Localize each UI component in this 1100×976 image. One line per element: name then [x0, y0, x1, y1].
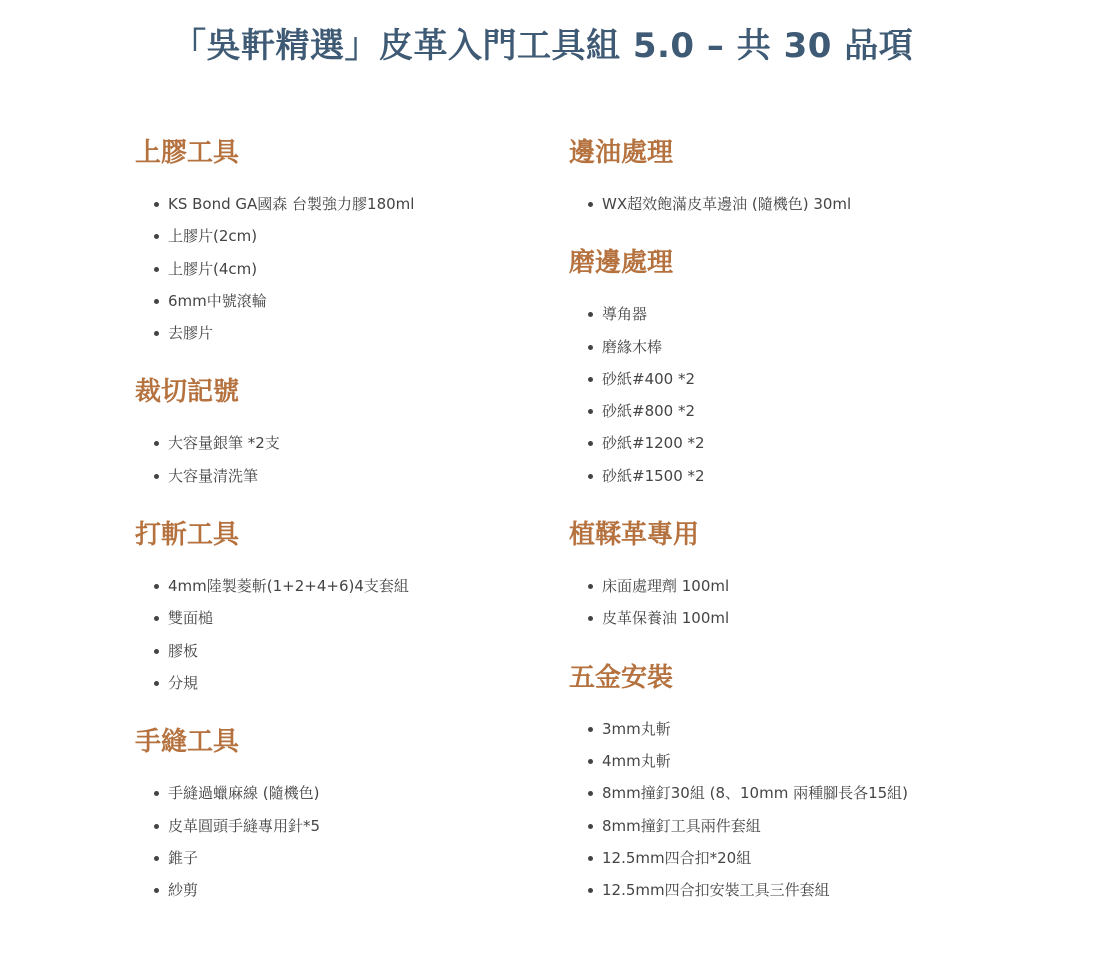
list-item [135, 188, 535, 220]
list-item [135, 777, 535, 809]
list-item [135, 460, 535, 492]
section-hand-stitching [135, 717, 535, 906]
section-punching [135, 510, 535, 699]
item-list [569, 298, 1049, 492]
list-item [135, 253, 535, 285]
list-item [135, 667, 535, 699]
bullet-icon [154, 299, 159, 304]
item-label: 雙面槌 [168, 609, 214, 628]
bullet-icon [588, 727, 593, 732]
section-title: 五金安裝 [569, 662, 674, 693]
bullet-icon [588, 441, 593, 446]
item-label: 12.5mm四合扣安裝工具三件套組 [602, 881, 830, 900]
list-item [569, 427, 1049, 459]
section-title: 裁切記號 [135, 377, 240, 408]
section-edge-sanding [569, 238, 1049, 492]
left-column [135, 128, 535, 906]
item-label: 4mm陸製菱斬(1+2+4+6)4支套組 [168, 577, 409, 596]
list-item [135, 874, 535, 906]
item-label: 紗剪 [168, 881, 199, 900]
item-label: 大容量清洗筆 [168, 466, 259, 485]
section-edge-oil [569, 128, 1049, 220]
list-item [135, 842, 535, 874]
list-item [569, 602, 1049, 634]
item-list [569, 570, 1049, 635]
item-label: KS Bond GA國森 台製強力膠180ml [168, 195, 415, 213]
bullet-icon [154, 267, 159, 272]
section-spacer [135, 349, 535, 367]
section-title: 手縫工具 [135, 727, 240, 758]
list-item [569, 777, 1049, 809]
bullet-icon [588, 759, 593, 764]
bullet-icon [154, 202, 159, 207]
list-item [135, 635, 535, 667]
section-spacer [569, 492, 1049, 510]
bullet-icon [154, 856, 159, 861]
list-item [569, 874, 1049, 906]
bullet-icon [154, 616, 159, 621]
bullet-icon [588, 474, 593, 479]
bullet-icon [588, 824, 593, 829]
list-item [569, 713, 1049, 745]
item-label: 大容量銀筆 *2支 [168, 434, 280, 453]
bullet-icon [154, 584, 159, 589]
section-gluing [135, 128, 535, 349]
item-list [569, 713, 1049, 907]
list-item [135, 602, 535, 634]
item-label: 手縫過蠟麻線 (隨機色) [168, 784, 320, 803]
bullet-icon [588, 791, 593, 796]
section-veg-tan [569, 510, 1049, 635]
bullet-icon [588, 888, 593, 893]
bullet-icon [154, 234, 159, 239]
bullet-icon [588, 202, 593, 207]
item-label: 砂紙#1500 *2 [602, 466, 705, 485]
item-label: 皮革圓頭手縫專用針*5 [168, 816, 321, 835]
bullet-icon [588, 856, 593, 861]
item-label: 3mm丸斬 [602, 719, 671, 738]
list-item [569, 395, 1049, 427]
item-label: 砂紙#800 *2 [602, 402, 696, 421]
item-label: 8mm撞釘工具兩件套組 [602, 816, 761, 835]
item-list [135, 188, 535, 349]
bullet-icon [154, 681, 159, 686]
item-label: WX超效飽滿皮革邊油 (隨機色) 30ml [602, 195, 852, 213]
section-cutting-marking [135, 367, 535, 492]
item-list [569, 188, 1049, 220]
bullet-icon [154, 888, 159, 893]
list-item [569, 331, 1049, 363]
item-label: 砂紙#1200 *2 [602, 434, 705, 453]
list-item [569, 363, 1049, 395]
item-label: 床面處理劑 100ml [602, 577, 730, 596]
page-title: 「吳軒精選」皮革入門工具組 5.0 – 共 30 品項 [172, 26, 914, 66]
item-label: 4mm丸斬 [602, 751, 671, 770]
section-title: 磨邊處理 [569, 248, 674, 279]
section-title: 植鞣革專用 [569, 520, 700, 551]
list-item [135, 285, 535, 317]
item-label: 導角器 [602, 305, 648, 324]
bullet-icon [588, 312, 593, 317]
list-item [569, 745, 1049, 777]
item-label: 6mm中號滾輪 [168, 291, 267, 310]
item-label: 皮革保養油 100ml [602, 609, 730, 628]
bullet-icon [154, 474, 159, 479]
item-list [135, 777, 535, 906]
bullet-icon [588, 345, 593, 350]
list-item [569, 460, 1049, 492]
bullet-icon [154, 824, 159, 829]
list-item [569, 842, 1049, 874]
section-hardware [569, 653, 1049, 907]
list-item [135, 570, 535, 602]
item-list [135, 427, 535, 492]
section-spacer [569, 635, 1049, 653]
list-item [135, 427, 535, 459]
bullet-icon [588, 409, 593, 414]
section-title: 上膠工具 [135, 138, 240, 168]
list-item [569, 810, 1049, 842]
list-item [135, 810, 535, 842]
item-label: 上膠片(4cm) [168, 259, 258, 278]
bullet-icon [154, 441, 159, 446]
item-label: 12.5mm四合扣*20組 [602, 848, 752, 867]
item-label: 磨緣木棒 [602, 337, 663, 356]
section-spacer [135, 492, 535, 510]
bullet-icon [154, 331, 159, 336]
list-item [569, 298, 1049, 330]
item-label: 去膠片 [168, 324, 214, 343]
bullet-icon [588, 616, 593, 621]
section-spacer [135, 699, 535, 717]
list-item [135, 220, 535, 252]
section-title: 打斬工具 [135, 520, 240, 551]
item-label: 分規 [168, 673, 199, 692]
right-column [569, 128, 1049, 906]
item-label: 上膠片(2cm) [168, 227, 258, 246]
list-item [135, 317, 535, 349]
section-spacer [569, 220, 1049, 238]
item-label: 錐子 [168, 848, 199, 867]
item-label: 膠板 [168, 641, 199, 660]
bullet-icon [588, 584, 593, 589]
item-label: 8mm撞釘30組 (8、10mm 兩種腳長各15組) [602, 784, 909, 803]
bullet-icon [154, 649, 159, 654]
list-item [569, 570, 1049, 602]
item-label: 砂紙#400 *2 [602, 369, 696, 388]
item-list [135, 570, 535, 699]
bullet-icon [154, 791, 159, 796]
section-title: 邊油處理 [569, 138, 674, 168]
bullet-icon [588, 377, 593, 382]
list-item [569, 188, 1049, 220]
